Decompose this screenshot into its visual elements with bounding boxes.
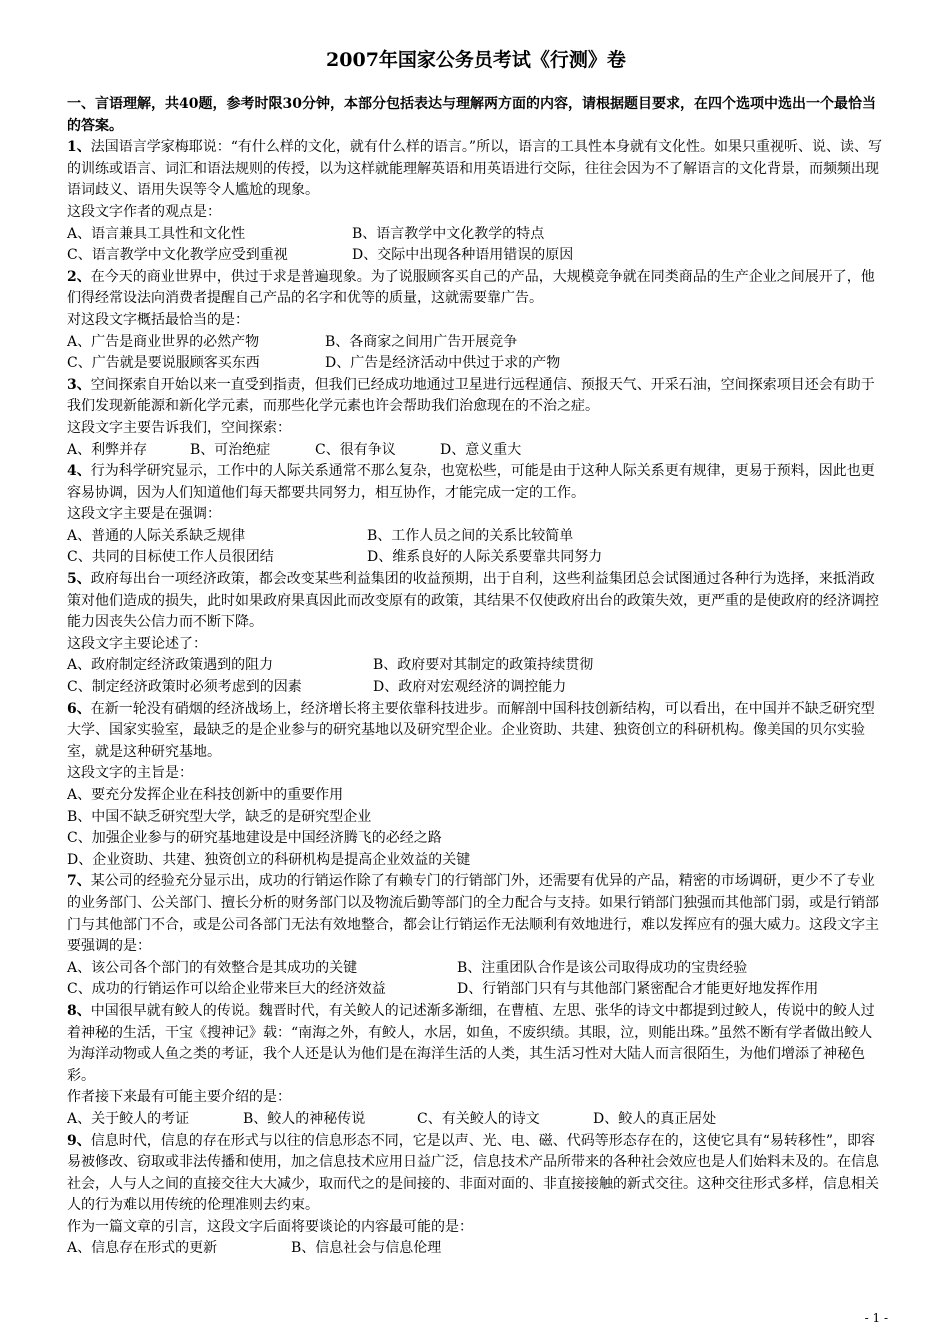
section-header: 一、言语理解，共40题，参考时限30分钟，本部分包括表达与理解两方面的内容，请根据题目要求，在四个选项中选出一个最恰当的答案。 [67,96,876,134]
question-number: 1、 [67,139,91,156]
option-a: A、要充分发挥企业在科技创新中的重要作用 [67,787,344,803]
question-prompt: 这段文字主要告诉我们，空间探索： [67,419,291,436]
option-b: B、信息社会与信息伦理 [291,1240,442,1257]
option-c: C、制定经济政策时必须考虑到的因素 [67,679,302,696]
question-number: 4、 [67,463,91,480]
option-b: B、各商家之间用广告开展竞争 [325,333,518,350]
page-title: 2007年国家公务员考试《行测》卷 [326,49,626,71]
question-8-text [67,1001,885,1087]
question-5-text [67,569,885,634]
option-row [67,1109,885,1131]
option-d: D、意义重大 [440,441,522,458]
option-a: A、该公司各个部门的有效整合是其成功的关键 [67,959,358,976]
question-number: 7、 [67,873,91,890]
question-4-text [67,461,885,504]
option-b: B、中国不缺乏研究型大学，缺乏的是研究型企业 [67,808,372,825]
question-body: 中国很早就有鲛人的传说。魏晋时代，有关鲛人的记述渐多渐细，在曹植、左思、张华的诗文中都提到过鲛人，传说中的鲛人过着神秘的生活，干宝《搜神记》载：“南海之外，有鲛人，水居，如鱼，不废织绩。其眼，泣，则能出珠。”虽然不断有学者做出鲛人为海洋动物或人鱼之类的考证，我个人还是认为他们是在海洋生活的人类，其生活习性对大陆人而言很陌生，为他们增添了神秘色彩。 [67,1002,875,1084]
question-body: 行为科学研究显示，工作中的人际关系通常不那么复杂，也宽松些，可能是由于这种人际关系更有规律，更易于预料，因此也更容易协调，因为人们知道他们每天都要共同努力，相互协作，才能完成一定的工作。 [67,463,875,501]
question-2-text [67,267,885,310]
option-c: C、广告就是要说服顾客买东西 [67,355,260,372]
option-b: B、政府要对其制定的政策持续贯彻 [373,657,594,674]
option-b: B、鲛人的神秘传说 [243,1110,366,1127]
option-row [67,245,885,267]
question-1-text [67,137,885,202]
option-row [67,1238,885,1260]
question-prompt: 作者接下来最有可能主要介绍的是： [67,1089,291,1106]
option-row [67,547,885,569]
question-body: 某公司的经验充分显示出，成功的行销运作除了有赖专门的行销部门外，还需要有优异的产品，精密的市场调研，更少不了专业的业务部门、公关部门、擅长分析的财务部门以及物流后勤等部门的全力配合与支持。如果行销部门独强而其他部门弱，或是行销部门与其他部门不合，或是公司各部门无法有效地整合，都会让行销运作无法顺利有效地进行，难以发挥应有的强大威力。这段文字主要强调的是： [67,873,879,955]
option-row [67,353,885,375]
option-row [67,224,885,246]
question-3-text [67,375,885,418]
option-a: A、普通的人际关系缺乏规律 [67,527,246,544]
question-6-text [67,699,885,764]
option-c: C、加强企业参与的研究基地建设是中国经济腾飞的必经之路 [67,830,442,847]
option-b: B、语言教学中文化教学的特点 [352,225,545,242]
question-number: 5、 [67,571,91,588]
option-d: D、行销部门只有与其他部门紧密配合才能更好地发挥作用 [457,981,819,998]
option-d: D、企业资助、共建、独资创立的科研机构是提高企业效益的关键 [67,851,471,868]
option-d: D、交际中出现各种语用错误的原因 [352,247,574,264]
question-prompt: 这段文字主要是在强调： [67,506,221,523]
option-row [67,332,885,354]
option-d: D、维系良好的人际关系要靠共同努力 [367,549,603,566]
option-d: D、广告是经济活动中供过于求的产物 [325,355,561,372]
question-number: 2、 [67,268,91,285]
option-a: A、广告是商业世界的必然产物 [67,333,260,350]
option-c: C、共同的目标使工作人员很团结 [67,549,274,566]
question-number: 9、 [67,1132,91,1149]
question-body: 在今天的商业世界中，供过于求是普遍现象。为了说服顾客买自己的产品，大规模竞争就在同类商品的生产企业之间展开了，他们得经常设法向消费者提醒自己产品的名字和优等的质量，这就需要靠广告。 [67,268,875,307]
option-row [67,655,885,677]
option-a: A、关于鲛人的考证 [67,1110,190,1127]
question-number: 6、 [67,700,91,717]
option-row [67,677,885,699]
option-c: C、成功的行销运作可以给企业带来巨大的经济效益 [67,981,386,998]
question-body: 空间探索自开始以来一直受到指责，但我们已经成功地通过卫星进行远程通信、预报天气、开采石油，空间探索项目还会有助于我们发现新能源和新化学元素，而那些化学元素也许会帮助我们治愈现在的不治之症。 [67,376,875,415]
option-b: B、工作人员之间的关系比较简单 [367,527,574,544]
question-body: 在新一轮没有硝烟的经济战场上，经济增长将主要依靠科技进步。而解剖中国科技创新结构，可以看出，在中国并不缺乏研究型大学、国家实验室，最缺乏的是企业参与的研究基地以及研究型企业。企业资助、共建、独资创立的科研机构。像美国的贝尔实验室，就是这种研究基地。 [67,700,875,760]
option-a: A、信息存在形式的更新 [67,1240,218,1257]
question-number: 3、 [67,376,91,393]
option-c: C、很有争议 [315,441,396,458]
question-prompt: 作为一篇文章的引言，这段文字后面将要谈论的内容最可能的是： [67,1218,473,1235]
option-c: C、语言教学中文化教学应受到重视 [67,247,288,264]
document-page [67,46,885,1260]
option-b: B、注重团队合作是该公司取得成功的宝贵经验 [457,959,748,976]
question-body: 信息时代，信息的存在形式与以往的信息形态不同，它是以声、光、电、磁、代码等形态存在的，这使它具有“易转移性”，即容易被修改、窃取或非法传播和使用，加之信息技术应用日益广泛，信息技术产品所带来的各种社会效应也是人们始料未及的。在信息社会，人与人之间的直接交往大大减少，取而代之的是间接的、非面对面的、非直接接触的新式交往。这种交往形式多样，信息相关人的行为难以用传统的伦理准则去约束。 [67,1132,879,1214]
option-row [67,526,885,548]
option-b: B、可治绝症 [190,441,271,458]
page-number: - 1 - [864,1311,888,1325]
option-row [67,440,885,462]
option-row [67,979,885,1001]
option-a: A、利弊并存 [67,441,148,458]
option-d: D、鲛人的真正居处 [593,1110,717,1127]
question-prompt: 这段文字主要论述了： [67,635,207,652]
question-prompt: 这段文字的主旨是： [67,765,193,782]
option-a: A、语言兼具工具性和文化性 [67,225,246,242]
option-row [67,958,885,980]
question-prompt: 这段文字作者的观点是： [67,203,221,220]
question-number: 8、 [67,1002,91,1019]
option-a: A、政府制定经济政策遇到的阻力 [67,657,274,674]
question-body: 法国语言学家梅耶说：“有什么样的文化，就有什么样的语言。”所以，语言的工具性本身就有文化性。如果只重视听、说、读、写的训练或语言、词汇和语法规则的传授，以为这样就能理解英语和用英语进行交际，往往会因为不了解语言的文化背景，而频频出现语词歧义、语用失误等令人尴尬的现象。 [67,139,883,199]
question-9-text [67,1131,885,1217]
question-prompt: 对这段文字概括最恰当的是： [67,311,249,328]
option-c: C、有关鲛人的诗文 [417,1110,540,1127]
question-body: 政府每出台一项经济政策，都会改变某些利益集团的收益预期，出于自利，这些利益集团总会试图通过各种行为选择，来抵消政策对他们造成的损失，此时如果政府果真因此而改变原有的政策，其结果不仅使政府出台的政策失效，更严重的是使政府的经济调控能力因丧失公信力而不断下降。 [67,571,879,631]
question-7-text [67,871,885,957]
option-d: D、政府对宏观经济的调控能力 [373,679,567,696]
